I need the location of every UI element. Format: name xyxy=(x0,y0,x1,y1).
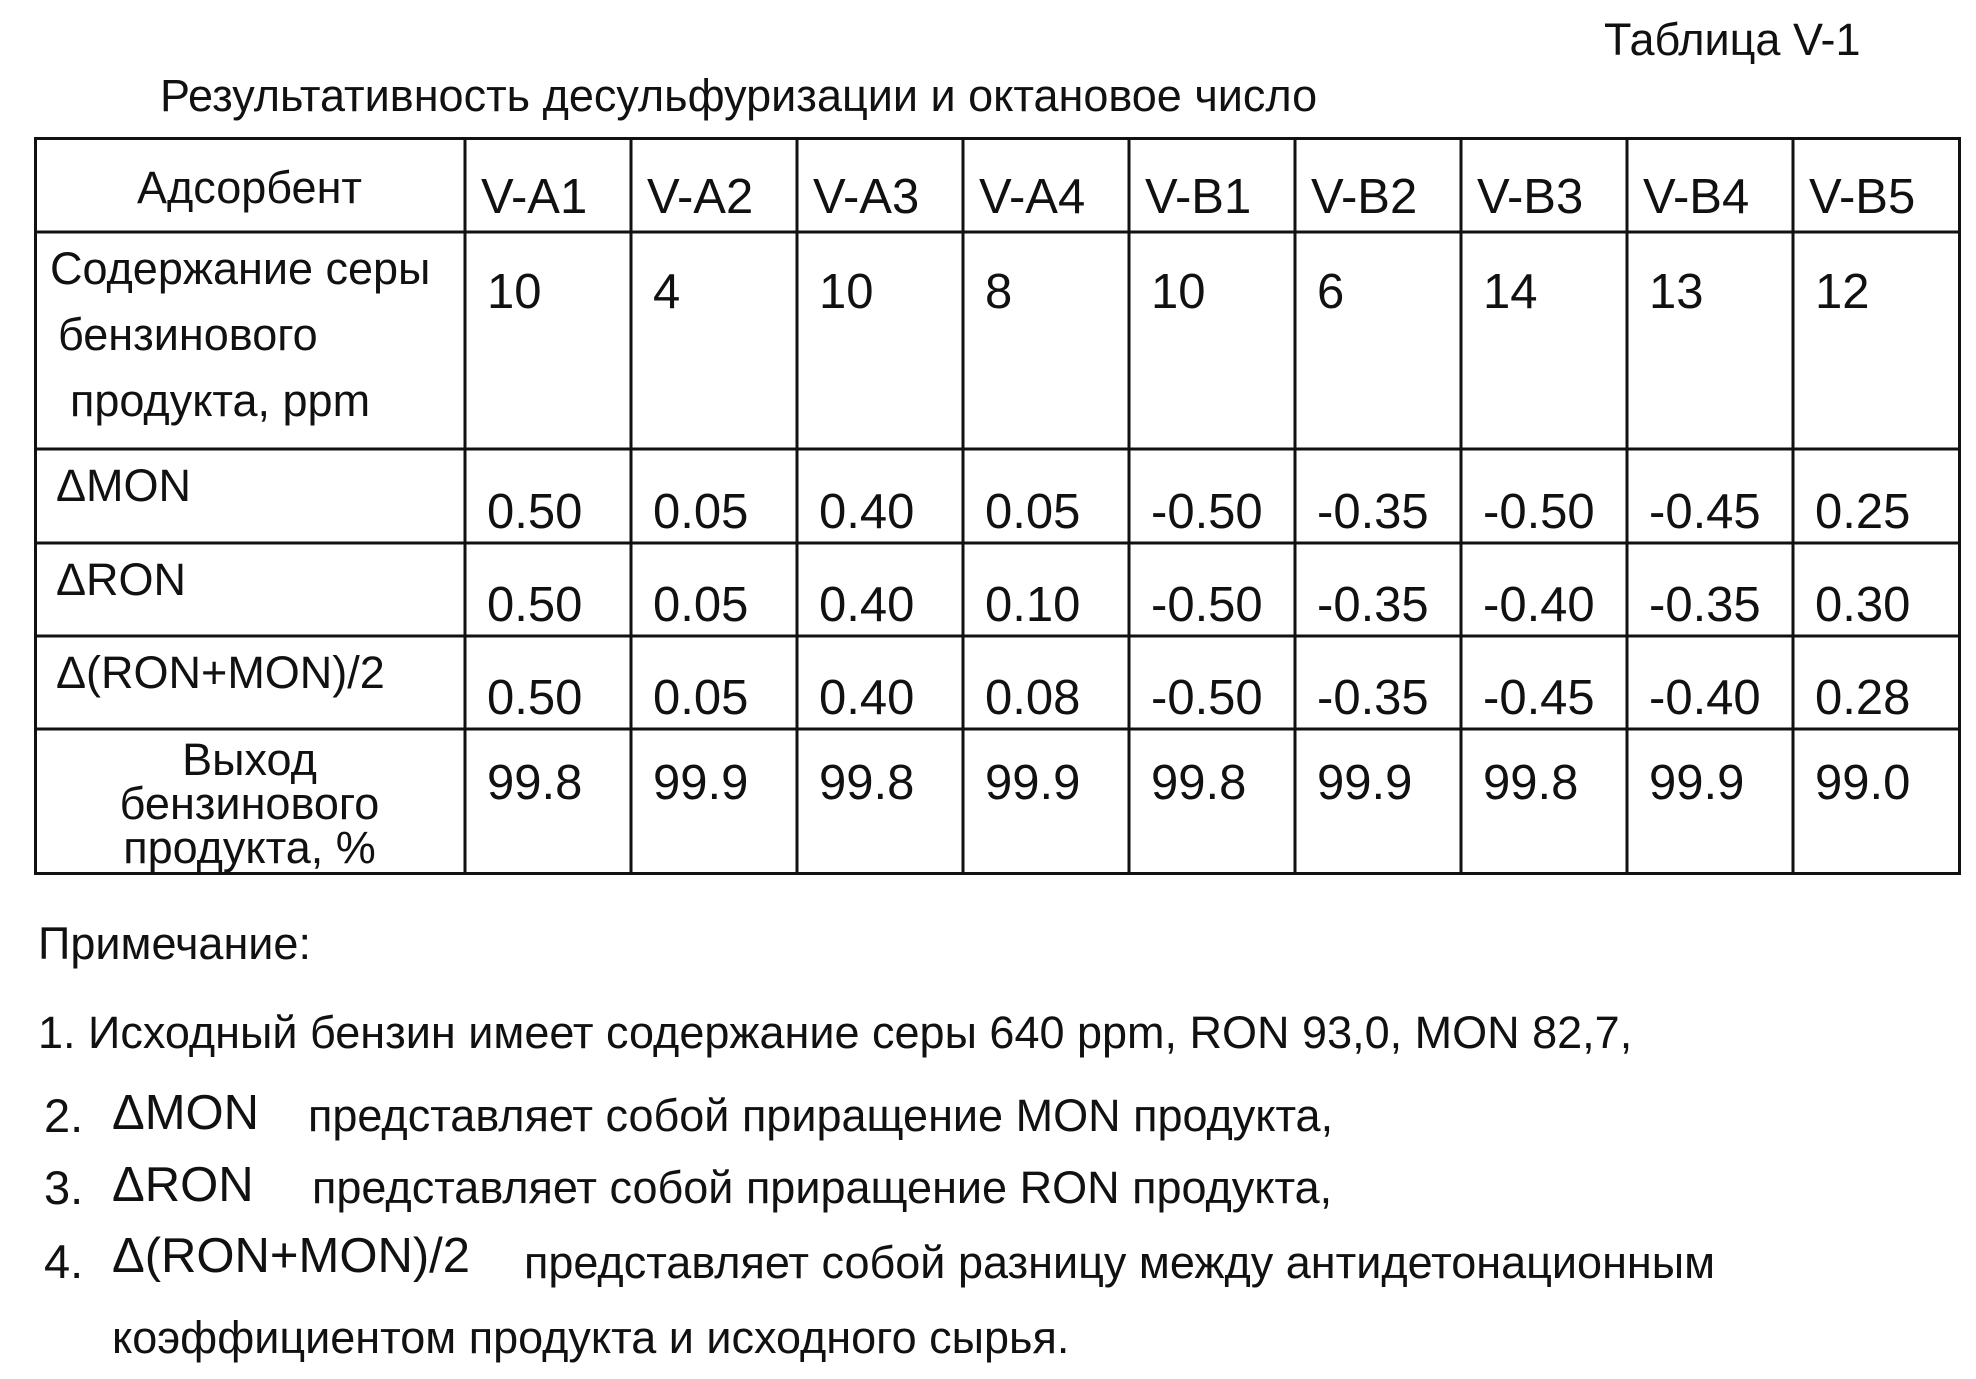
column-header-v-b5: V-B5 xyxy=(1809,170,1916,224)
column-header-v-b1: V-B1 xyxy=(1145,170,1252,224)
row-label-2-line-0: ΔRON xyxy=(56,554,187,605)
cell-r1-c6: -0.50 xyxy=(1483,485,1595,539)
note-2-number: 2. xyxy=(44,1089,84,1142)
column-header-v-a3: V-A3 xyxy=(813,170,920,224)
cell-r1-c4: -0.50 xyxy=(1151,485,1263,539)
cell-r3-c0: 0.50 xyxy=(487,671,583,725)
note-3-number: 3. xyxy=(44,1161,84,1214)
cell-r0-c1: 4 xyxy=(653,265,681,319)
column-header-v-b3: V-B3 xyxy=(1477,170,1584,224)
row-label-4-line-1: бензинового xyxy=(119,778,380,829)
note-4-text: представляет собой разницу между антидетонационным xyxy=(524,1237,1716,1288)
cell-r4-c4: 99.8 xyxy=(1151,756,1247,810)
cell-r1-c8: 0.25 xyxy=(1815,485,1911,539)
cell-r2-c0: 0.50 xyxy=(487,578,583,632)
cell-r4-c0: 99.8 xyxy=(487,756,583,810)
cell-r0-c0: 10 xyxy=(487,265,542,319)
cell-r2-c1: 0.05 xyxy=(653,578,749,632)
cell-r1-c5: -0.35 xyxy=(1317,485,1429,539)
row-label-4-line-0: Выход xyxy=(182,734,317,785)
cell-r1-c3: 0.05 xyxy=(985,485,1081,539)
row-label-4-line-2: продукта, % xyxy=(123,822,376,873)
cell-r0-c8: 12 xyxy=(1815,265,1870,319)
cell-r0-c5: 6 xyxy=(1317,265,1345,319)
note-2-text: представляет собой приращение MON продукта, xyxy=(308,1090,1334,1141)
column-header-v-a1: V-A1 xyxy=(481,170,588,224)
note-4-term: Δ(RON+MON)/2 xyxy=(112,1229,471,1283)
cell-r0-c3: 8 xyxy=(985,265,1013,319)
cell-r1-c7: -0.45 xyxy=(1649,485,1761,539)
row-label-0-line-0: Содержание серы xyxy=(50,243,431,294)
cell-r3-c8: 0.28 xyxy=(1815,671,1911,725)
cell-r2-c8: 0.30 xyxy=(1815,578,1911,632)
cell-r3-c7: -0.40 xyxy=(1649,671,1761,725)
cell-r4-c3: 99.9 xyxy=(985,756,1081,810)
cell-r3-c4: -0.50 xyxy=(1151,671,1263,725)
cell-r0-c7: 13 xyxy=(1649,265,1704,319)
column-header-v-a2: V-A2 xyxy=(647,170,754,224)
cell-r2-c3: 0.10 xyxy=(985,578,1081,632)
cell-r2-c7: -0.35 xyxy=(1649,578,1761,632)
cell-r2-c4: -0.50 xyxy=(1151,578,1263,632)
note-4-continuation: коэффициентом продукта и исходного сырья. xyxy=(112,1312,1070,1363)
cell-r0-c6: 14 xyxy=(1483,265,1538,319)
cell-r4-c6: 99.8 xyxy=(1483,756,1579,810)
cell-r2-c2: 0.40 xyxy=(819,578,915,632)
note-4-number: 4. xyxy=(44,1235,84,1288)
note-2-term: ΔMON xyxy=(112,1086,260,1140)
cell-r3-c5: -0.35 xyxy=(1317,671,1429,725)
cell-r1-c1: 0.05 xyxy=(653,485,749,539)
cell-r4-c1: 99.9 xyxy=(653,756,749,810)
cell-r4-c8: 99.0 xyxy=(1815,756,1911,810)
cell-r3-c6: -0.45 xyxy=(1483,671,1595,725)
cell-r3-c1: 0.05 xyxy=(653,671,749,725)
note-1: 1. Исходный бензин имеет содержание серы 640 ppm, RON 93,0, MON 82,7, xyxy=(38,1007,1633,1058)
cell-r0-c2: 10 xyxy=(819,265,874,319)
cell-r2-c5: -0.35 xyxy=(1317,578,1429,632)
cell-r3-c3: 0.08 xyxy=(985,671,1081,725)
notes-heading: Примечание: xyxy=(38,918,311,969)
cell-r0-c4: 10 xyxy=(1151,265,1206,319)
cell-r4-c2: 99.8 xyxy=(819,756,915,810)
table-title: Результативность десульфуризации и октановое число xyxy=(160,70,1318,121)
cell-r1-c2: 0.40 xyxy=(819,485,915,539)
note-3-term: ΔRON xyxy=(112,1158,254,1212)
row-label-0-line-1: бензинового xyxy=(58,309,318,360)
row-label-0-line-2: продукта, ppm xyxy=(70,375,371,426)
header-label-adsorbent: Адсорбент xyxy=(136,162,363,213)
cell-r1-c0: 0.50 xyxy=(487,485,583,539)
column-header-v-b2: V-B2 xyxy=(1311,170,1418,224)
row-label-1-line-0: ΔMON xyxy=(56,460,192,511)
cell-r2-c6: -0.40 xyxy=(1483,578,1595,632)
cell-r4-c5: 99.9 xyxy=(1317,756,1413,810)
row-label-3-line-0: Δ(RON+MON)/2 xyxy=(56,647,385,698)
table-number-label: Таблица V-1 xyxy=(1604,14,1861,65)
column-header-v-b4: V-B4 xyxy=(1643,170,1750,224)
cell-r3-c2: 0.40 xyxy=(819,671,915,725)
note-3-text: представляет собой приращение RON продукта, xyxy=(312,1162,1333,1213)
desulfurization-table xyxy=(34,137,1961,875)
column-header-v-a4: V-A4 xyxy=(979,170,1086,224)
cell-r4-c7: 99.9 xyxy=(1649,756,1745,810)
